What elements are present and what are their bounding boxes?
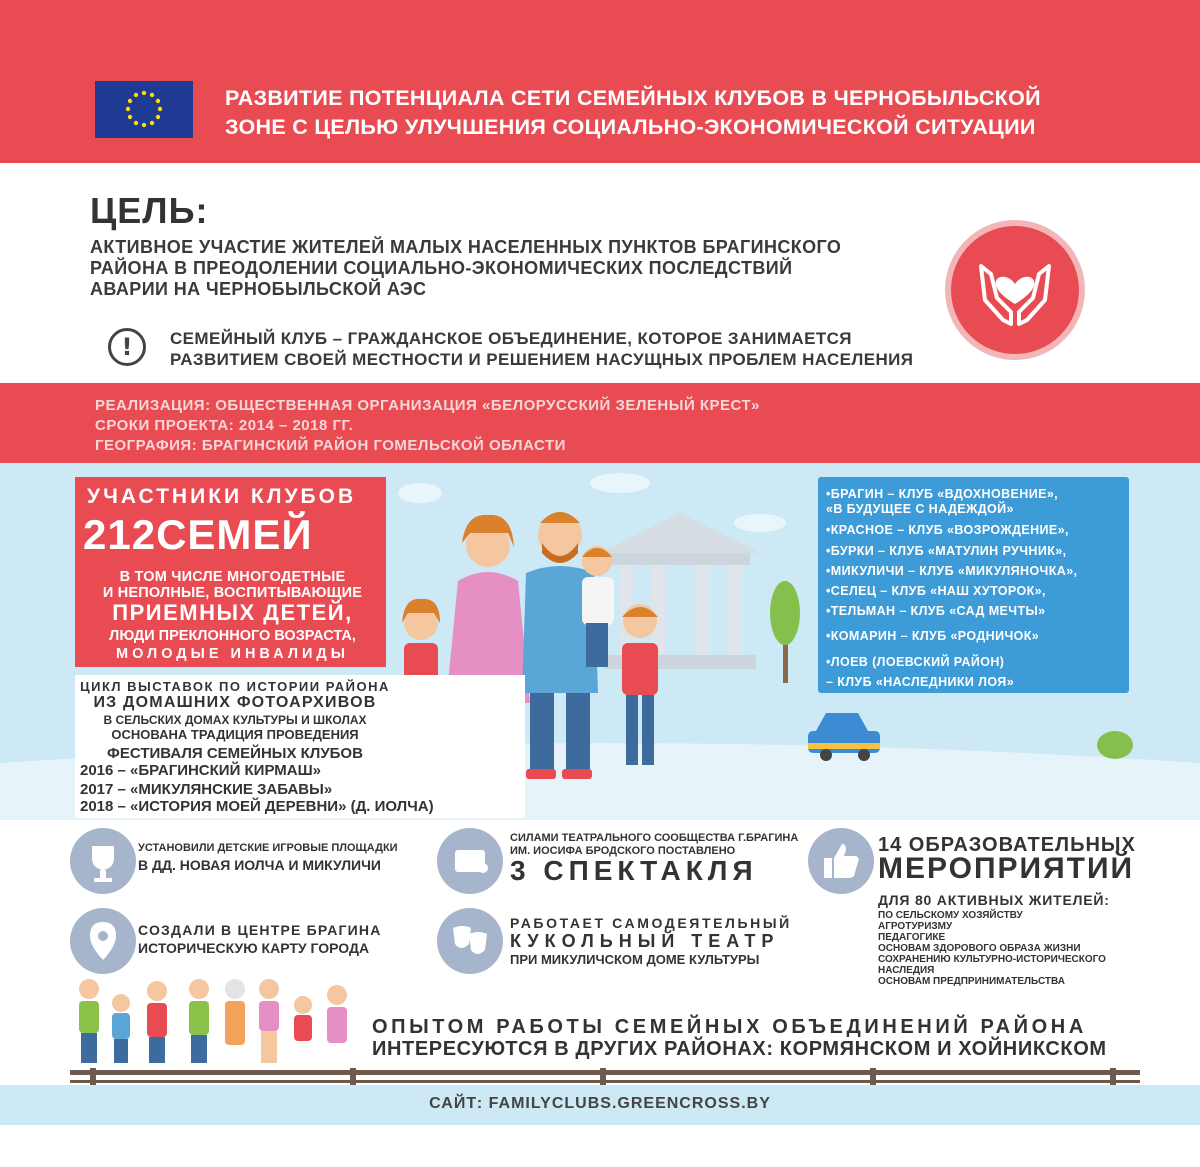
eu-flag-icon [95, 81, 193, 138]
club-item: •БРАГИН – КЛУБ «ВДОХНОВЕНИЕ», [826, 487, 1059, 501]
elderly-people: ЛЮДИ ПРЕКЛОННОГО ВОЗРАСТА, [109, 628, 356, 644]
participants-title: УЧАСТНИКИ КЛУБОВ [87, 485, 357, 508]
experience-line-1: ОПЫТОМ РАБОТЫ СЕМЕЙНЫХ ОБЪЕДИНЕНИЙ РАЙОНА [372, 1016, 1087, 1038]
project-title [225, 84, 1185, 142]
theatre-line-2: ИМ. ИОСИФА БРОДСКОГО ПОСТАВЛЕНО [510, 845, 736, 857]
scroll-icon [437, 828, 503, 894]
club-item: •СЕЛЕЦ – КЛУБ «НАШ ХУТОРОК», [826, 584, 1046, 598]
foster-children: ПРИЕМНЫХ ДЕТЕЙ, [112, 600, 353, 625]
topic-item: СОХРАНЕНИЮ КУЛЬТУРНО-ИСТОРИЧЕСКОГО [878, 954, 1106, 965]
goal-line-3: АВАРИИ НА ЧЕРНОБЫЛЬСКОЙ АЭС [90, 279, 427, 299]
theatre-masks-icon [437, 908, 503, 974]
residents-count: ДЛЯ 80 АКТИВНЫХ ЖИТЕЛЕЙ: [878, 892, 1110, 908]
club-item: •КРАСНОЕ – КЛУБ «ВОЗРОЖДЕНИЕ», [826, 523, 1069, 537]
project-title-line-1: РАЗВИТИЕ ПОТЕНЦИАЛА СЕТИ СЕМЕЙНЫХ КЛУБОВ В ЧЕРНОБЫЛЬСКОЙ [225, 86, 1041, 110]
eu-stars [95, 81, 193, 138]
participants-box [75, 477, 386, 667]
exhibitions-line-4: ОСНОВАНА ТРАДИЦИЯ ПРОВЕДЕНИЯ [111, 727, 359, 742]
including-line-1: В ТОМ ЧИСЛЕ МНОГОДЕТНЫЕ [119, 569, 346, 585]
club-item: «В БУДУЩЕЕ С НАДЕЖДОЙ» [826, 502, 1014, 516]
club-definition [170, 328, 970, 370]
festival-2017: 2017 – «МИКУЛЯНСКИЕ ЗАБАВЫ» [80, 781, 333, 798]
spectacles-count: 3 СПЕКТАКЛЯ [510, 855, 758, 886]
definition-line-2: РАЗВИТИЕМ СВОЕЙ МЕСТНОСТИ И РЕШЕНИЕМ НАСУЩНЫХ ПРОБЛЕМ НАСЕЛЕНИЯ [170, 350, 914, 369]
goal-line-2: РАЙОНА В ПРЕОДОЛЕНИИ СОЦИАЛЬНО-ЭКОНОМИЧЕСКИХ ПОСЛЕДСТВИЙ [90, 258, 793, 278]
festival-2016: 2016 – «БРАГИНСКИЙ КИРМАШ» [80, 762, 322, 779]
exhibitions-line-2: ИЗ ДОМАШНИХ ФОТОАРХИВОВ [93, 694, 377, 711]
topic-item: ПЕДАГОГИКЕ [878, 932, 946, 943]
second-boy-figure [622, 604, 658, 765]
club-item: – КЛУБ «НАСЛЕДНИКИ ЛОЯ» [826, 675, 1015, 689]
clubs-panel [818, 477, 1129, 693]
exclamation-icon: ! [108, 328, 146, 366]
topic-item: ОСНОВАМ ПРЕДПРИНИМАТЕЛЬСТВА [878, 976, 1065, 987]
theatre-line-1: СИЛАМИ ТЕАТРАЛЬНОГО СООБЩЕСТВА Г.БРАГИНА [510, 832, 799, 844]
puppet-line-2: КУКОЛЬНЫЙ ТЕАТР [510, 931, 780, 951]
boy-figure [582, 546, 614, 667]
implementation-geography: ГЕОГРАФИЯ: БРАГИНСКИЙ РАЙОН ГОМЕЛЬСКОЙ ОБЛАСТИ [95, 437, 566, 454]
events-label: МЕРОПРИЯТИЙ [878, 852, 1135, 885]
club-item: •ЛОЕВ (ЛОЕВСКИЙ РАЙОН) [826, 655, 1005, 669]
people-row-illustration [75, 975, 365, 1075]
implementation-organization: РЕАЛИЗАЦИЯ: ОБЩЕСТВЕННАЯ ОРГАНИЗАЦИЯ «БЕЛОРУССКИЙ ЗЕЛЕНЫЙ КРЕСТ» [95, 397, 761, 414]
implementation-period: СРОКИ ПРОЕКТА: 2014 – 2018 ГГ. [95, 417, 354, 434]
events-count: 14 ОБРАЗОВАТЕЛЬНЫХ [878, 834, 1136, 856]
playgrounds-line-1: УСТАНОВИЛИ ДЕТСКИЕ ИГРОВЫЕ ПЛОЩАДКИ [138, 842, 398, 854]
participants-including [85, 569, 380, 601]
club-item: •КОМАРИН – КЛУБ «РОДНИЧОК» [826, 629, 1040, 643]
club-item: •ТЕЛЬМАН – КЛУБ «САД МЕЧТЫ» [826, 604, 1046, 618]
exhibitions-line-1: ЦИКЛ ВЫСТАВОК ПО ИСТОРИИ РАЙОНА [80, 679, 390, 694]
map-pin-icon [70, 908, 136, 974]
goal-text [90, 237, 930, 300]
trophy-icon [70, 828, 136, 894]
exhibitions-box [75, 675, 525, 818]
club-item: •МИКУЛИЧИ – КЛУБ «МИКУЛЯНОЧКА», [826, 564, 1078, 578]
heart-hands-graphic [951, 226, 1079, 354]
definition-line-1: СЕМЕЙНЫЙ КЛУБ – ГРАЖДАНСКОЕ ОБЪЕДИНЕНИЕ, КОТОРОЕ ЗАНИМАЕТСЯ [170, 329, 852, 348]
exhibitions-line-3: В СЕЛЬСКИХ ДОМАХ КУЛЬТУРЫ И ШКОЛАХ [103, 713, 367, 727]
experience-line-2: ИНТЕРЕСУЮТСЯ В ДРУГИХ РАЙОНАХ: КОРМЯНСКОМ И ХОЙНИКСКОМ [372, 1038, 1107, 1060]
goal-heading: ЦЕЛЬ: [90, 190, 209, 231]
exhibitions-line-5: ФЕСТИВАЛЯ СЕМЕЙНЫХ КЛУБОВ [107, 745, 363, 762]
playgrounds-line-2: В ДД. НОВАЯ ИОЛЧА И МИКУЛИЧИ [138, 857, 381, 873]
footer [0, 1085, 1200, 1125]
club-item: •БУРКИ – КЛУБ «МАТУЛИН РУЧНИК», [826, 544, 1067, 558]
map-line-1: СОЗДАЛИ В ЦЕНТРЕ БРАГИНА [138, 922, 382, 938]
experience-text [372, 1016, 1142, 1060]
festival-2018: 2018 – «ИСТОРИЯ МОЕЙ ДЕРЕВНИ» (Д. ИОЛЧА) [80, 798, 434, 815]
puppet-line-3: ПРИ МИКУЛИЧСКОМ ДОМЕ КУЛЬТУРЫ [510, 952, 760, 967]
topic-item: АГРОТУРИЗМУ [878, 921, 953, 932]
families-count: 212СЕМЕЙ [83, 511, 313, 558]
topic-item: ПО СЕЛЬСКОМУ ХОЗЯЙСТВУ [878, 910, 1023, 921]
puppet-line-1: РАБОТАЕТ САМОДЕЯТЕЛЬНЫЙ [510, 915, 792, 931]
young-disabled: МОЛОДЫЕ ИНВАЛИДЫ [116, 646, 349, 662]
map-line-2: ИСТОРИЧЕСКУЮ КАРТУ ГОРОДА [138, 940, 370, 956]
implementation-band [0, 383, 1200, 463]
thumbs-up-icon [808, 828, 874, 894]
project-title-line-2: ЗОНЕ С ЦЕЛЬЮ УЛУЧШЕНИЯ СОЦИАЛЬНО-ЭКОНОМИЧЕСКОЙ СИТУАЦИИ [225, 115, 1036, 139]
including-line-2: И НЕПОЛНЫЕ, ВОСПИТЫВАЮЩИЕ [102, 585, 363, 601]
topic-item: ОСНОВАМ ЗДОРОВОГО ОБРАЗА ЖИЗНИ [878, 943, 1081, 954]
goal-line-1: АКТИВНОЕ УЧАСТИЕ ЖИТЕЛЕЙ МАЛЫХ НАСЕЛЕННЫХ ПУНКТОВ БРАГИНСКОГО [90, 237, 842, 257]
site-link[interactable]: САЙТ: FAMILYCLUBS.GREENCROSS.BY [429, 1095, 771, 1112]
topic-item: НАСЛЕДИЯ [878, 965, 935, 976]
